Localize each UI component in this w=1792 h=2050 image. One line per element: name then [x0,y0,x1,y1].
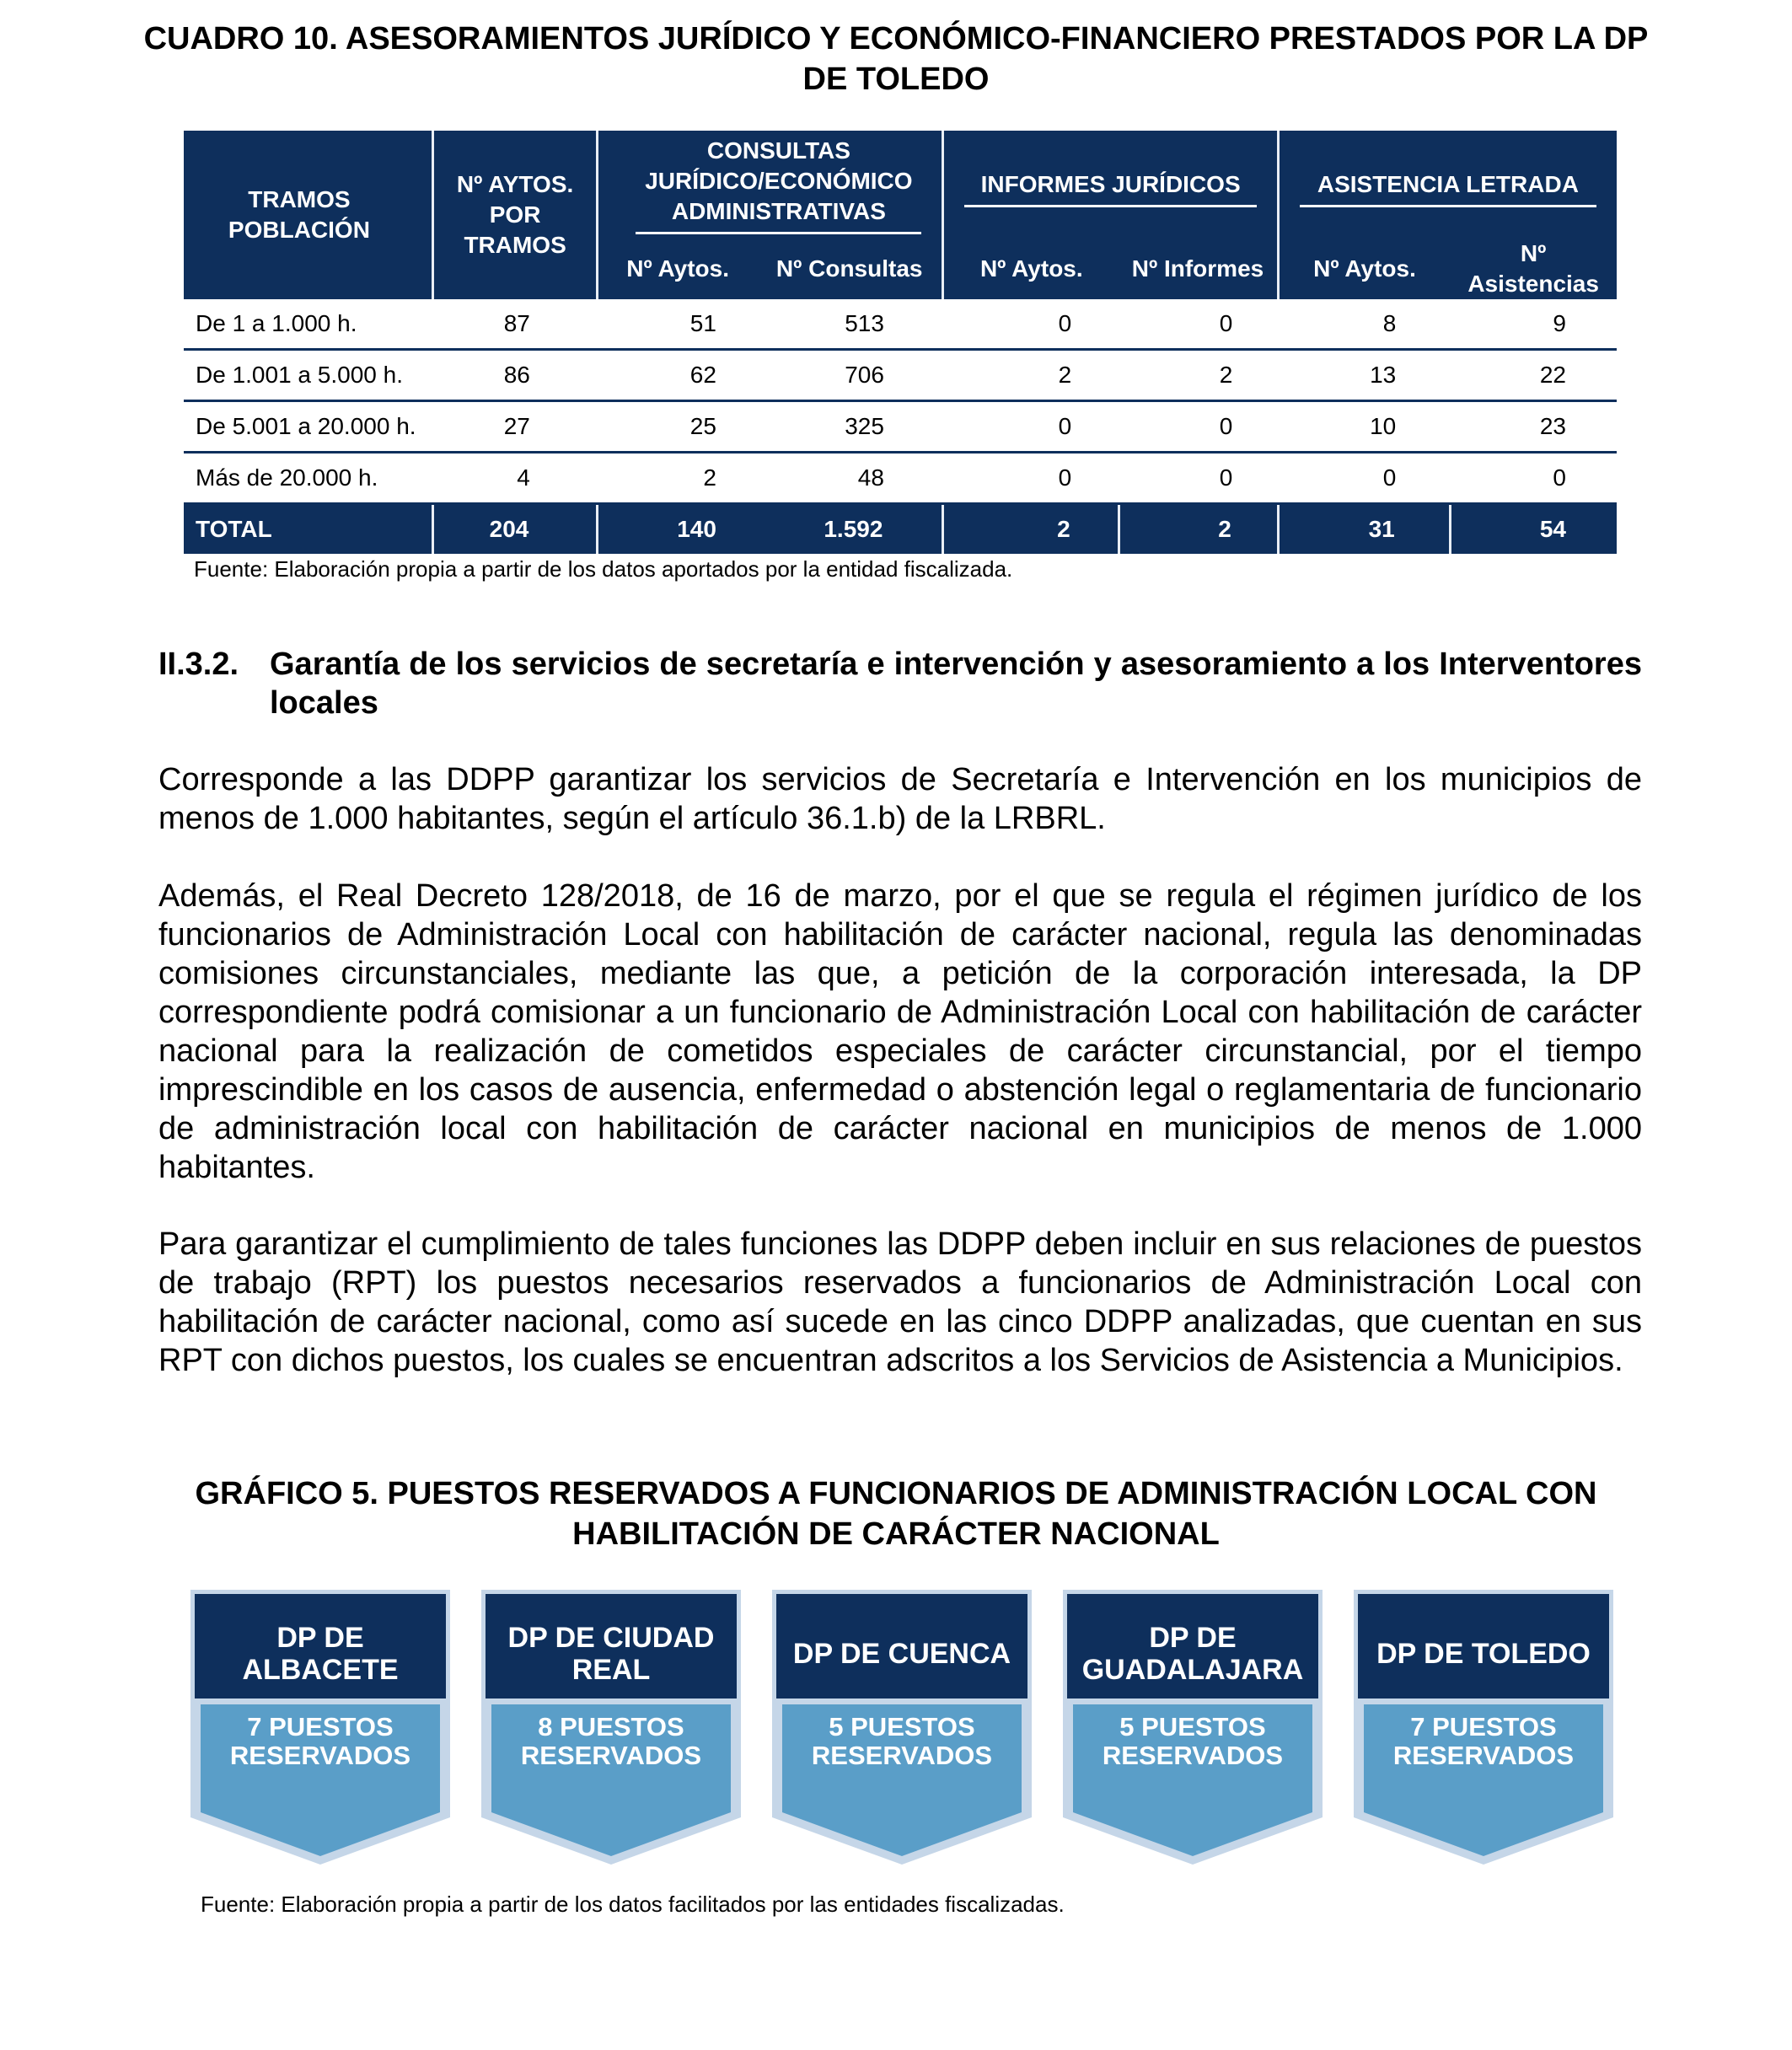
cell: 86 [432,350,597,401]
cell: 513 [757,299,943,350]
cell: 4 [432,453,597,504]
dp-value: 8 PUESTOS RESERVADOS [520,1712,702,1770]
graphic-column [1354,1590,1613,1868]
graphic-source: Fuente: Elaboración propia a partir de los datos facilitados por las entidades fiscalizadas. [201,1892,1065,1917]
dp-name: DP DE CUENCA [792,1638,1011,1670]
cell: 27 [432,401,597,453]
subheader: Nº Aytos. [1278,239,1450,299]
cell: 0 [1119,299,1278,350]
total-cell: 54 [1450,504,1617,555]
cell: 48 [757,453,943,504]
graphic-title: GRÁFICO 5. PUESTOS RESERVADOS A FUNCIONARIOS DE ADMINISTRACIÓN LOCAL CON HABILITACIÓN DE CARÁCTER NACIONAL [195,1476,1597,1552]
cell: 25 [598,401,757,453]
cell: 23 [1450,401,1617,453]
dp-name: DP DE GUADALAJARA [1081,1622,1304,1686]
graphic-column [481,1590,741,1868]
cell: 22 [1450,350,1617,401]
graphic-column [1063,1590,1323,1868]
subheader: Nº Consultas [757,239,943,299]
dp-name: DP DE TOLEDO [1376,1638,1591,1670]
advisory-table [184,131,1617,554]
header-asistencia [1278,131,1617,239]
table-source: Fuente: Elaboración propia a partir de los datos aportados por la entidad fiscalizada. [194,556,1013,582]
header-informes-label: INFORMES JURÍDICOS [964,163,1256,207]
cell: 9 [1450,299,1617,350]
dp-value: 5 PUESTOS RESERVADOS [1102,1712,1284,1770]
paragraph: Además, el Real Decreto 128/2018, de 16 de marzo, por el que se regula el régimen jurídico de los funcionarios de Administración Local con habilitación de carácter nacional, regula las denominadas comisiones circunstanciales, mediante las que, a petición de la corporación interesada, la DP correspondiente podrá comisionar a un funcionario de Administración Local con habilitación de carácter nacional para la realización de cometidos especiales de carácter circunstancial, por el tiempo imprescindible en los casos de ausencia, enfermedad o abstención legal o reglamentaria de funcionario de administración local con habilitación de carácter nacional en municipios de menos de 1.000 habitantes. [158,878,1642,1185]
total-cell: 204 [432,504,597,555]
cell: 13 [1278,350,1450,401]
cell: 0 [1119,453,1278,504]
cell: 0 [943,299,1119,350]
header-tramos: TRAMOS POBLACIÓN [184,131,432,299]
dp-name: DP DE ALBACETE [242,1622,399,1686]
cell: 706 [757,350,943,401]
cell: 8 [1278,299,1450,350]
table-title: CUADRO 10. ASESORAMIENTOS JURÍDICO Y ECONÓMICO-FINANCIERO PRESTADOS POR LA DP DE TOLEDO [143,21,1649,97]
table-row [184,299,1617,350]
reserved-posts-graphic [0,1590,1792,1868]
cell: 51 [598,299,757,350]
subheader: Nº Aytos. [598,239,757,299]
row-label: De 5.001 a 20.000 h. [184,401,432,453]
graphic-column [190,1590,450,1868]
header-informes [943,131,1278,239]
cell: 10 [1278,401,1450,453]
section-title: Garantía de los servicios de secretaría e intervención y asesoramiento a los Interventores locales [270,647,1642,721]
header-asistencia-label: ASISTENCIA LETRADA [1300,163,1596,207]
total-cell: 2 [943,504,1119,555]
table-row [184,350,1617,401]
dp-value: 5 PUESTOS RESERVADOS [811,1712,993,1770]
cell: 325 [757,401,943,453]
cell: 0 [1278,453,1450,504]
paragraph: Corresponde a las DDPP garantizar los servicios de Secretaría e Intervención en los municipios de menos de 1.000 habitantes, según el artículo 36.1.b) de la LRBRL. [158,762,1642,836]
cell: 0 [1450,453,1617,504]
table-row [184,401,1617,453]
row-label: De 1.001 a 5.000 h. [184,350,432,401]
dp-name: DP DE CIUDAD REAL [507,1622,715,1686]
cell: 87 [432,299,597,350]
total-cell: 2 [1119,504,1278,555]
paragraph: Para garantizar el cumplimiento de tales funciones las DDPP deben incluir en sus relaciones de puestos de trabajo (RPT) los puestos necesarios reservados a funcionarios de Administración Local con habilitación de carácter nacional, como así sucede en las cinco DDPP analizadas, que cuentan en sus RPT con dichos puestos, los cuales se encuentran adscritos a los Servicios de Asistencia a Municipios. [158,1226,1642,1378]
cell: 0 [1119,401,1278,453]
row-label: Más de 20.000 h. [184,453,432,504]
row-label: De 1 a 1.000 h. [184,299,432,350]
header-consultas [598,131,943,239]
subheader: Nº Informes [1119,239,1278,299]
total-cell: 31 [1278,504,1450,555]
dp-value: 7 PUESTOS RESERVADOS [229,1712,411,1770]
total-label: TOTAL [184,504,432,555]
subheader: Nº Asistencias [1450,239,1617,299]
header-aytos: Nº AYTOS. POR TRAMOS [432,131,597,299]
table-total-row [184,504,1617,555]
graphic-column [772,1590,1032,1868]
total-cell: 1.592 [757,504,943,555]
section-number: II.3.2. [158,647,239,682]
subheader: Nº Aytos. [943,239,1119,299]
dp-value: 7 PUESTOS RESERVADOS [1392,1712,1575,1770]
cell: 0 [943,453,1119,504]
total-cell: 140 [598,504,757,555]
cell: 2 [943,350,1119,401]
section-heading [158,645,1642,722]
cell: 62 [598,350,757,401]
table-row [184,453,1617,504]
cell: 0 [943,401,1119,453]
cell: 2 [1119,350,1278,401]
header-consultas-label: CONSULTAS JURÍDICO/ECONÓMICO ADMINISTRATIVAS [636,136,921,234]
cell: 2 [598,453,757,504]
